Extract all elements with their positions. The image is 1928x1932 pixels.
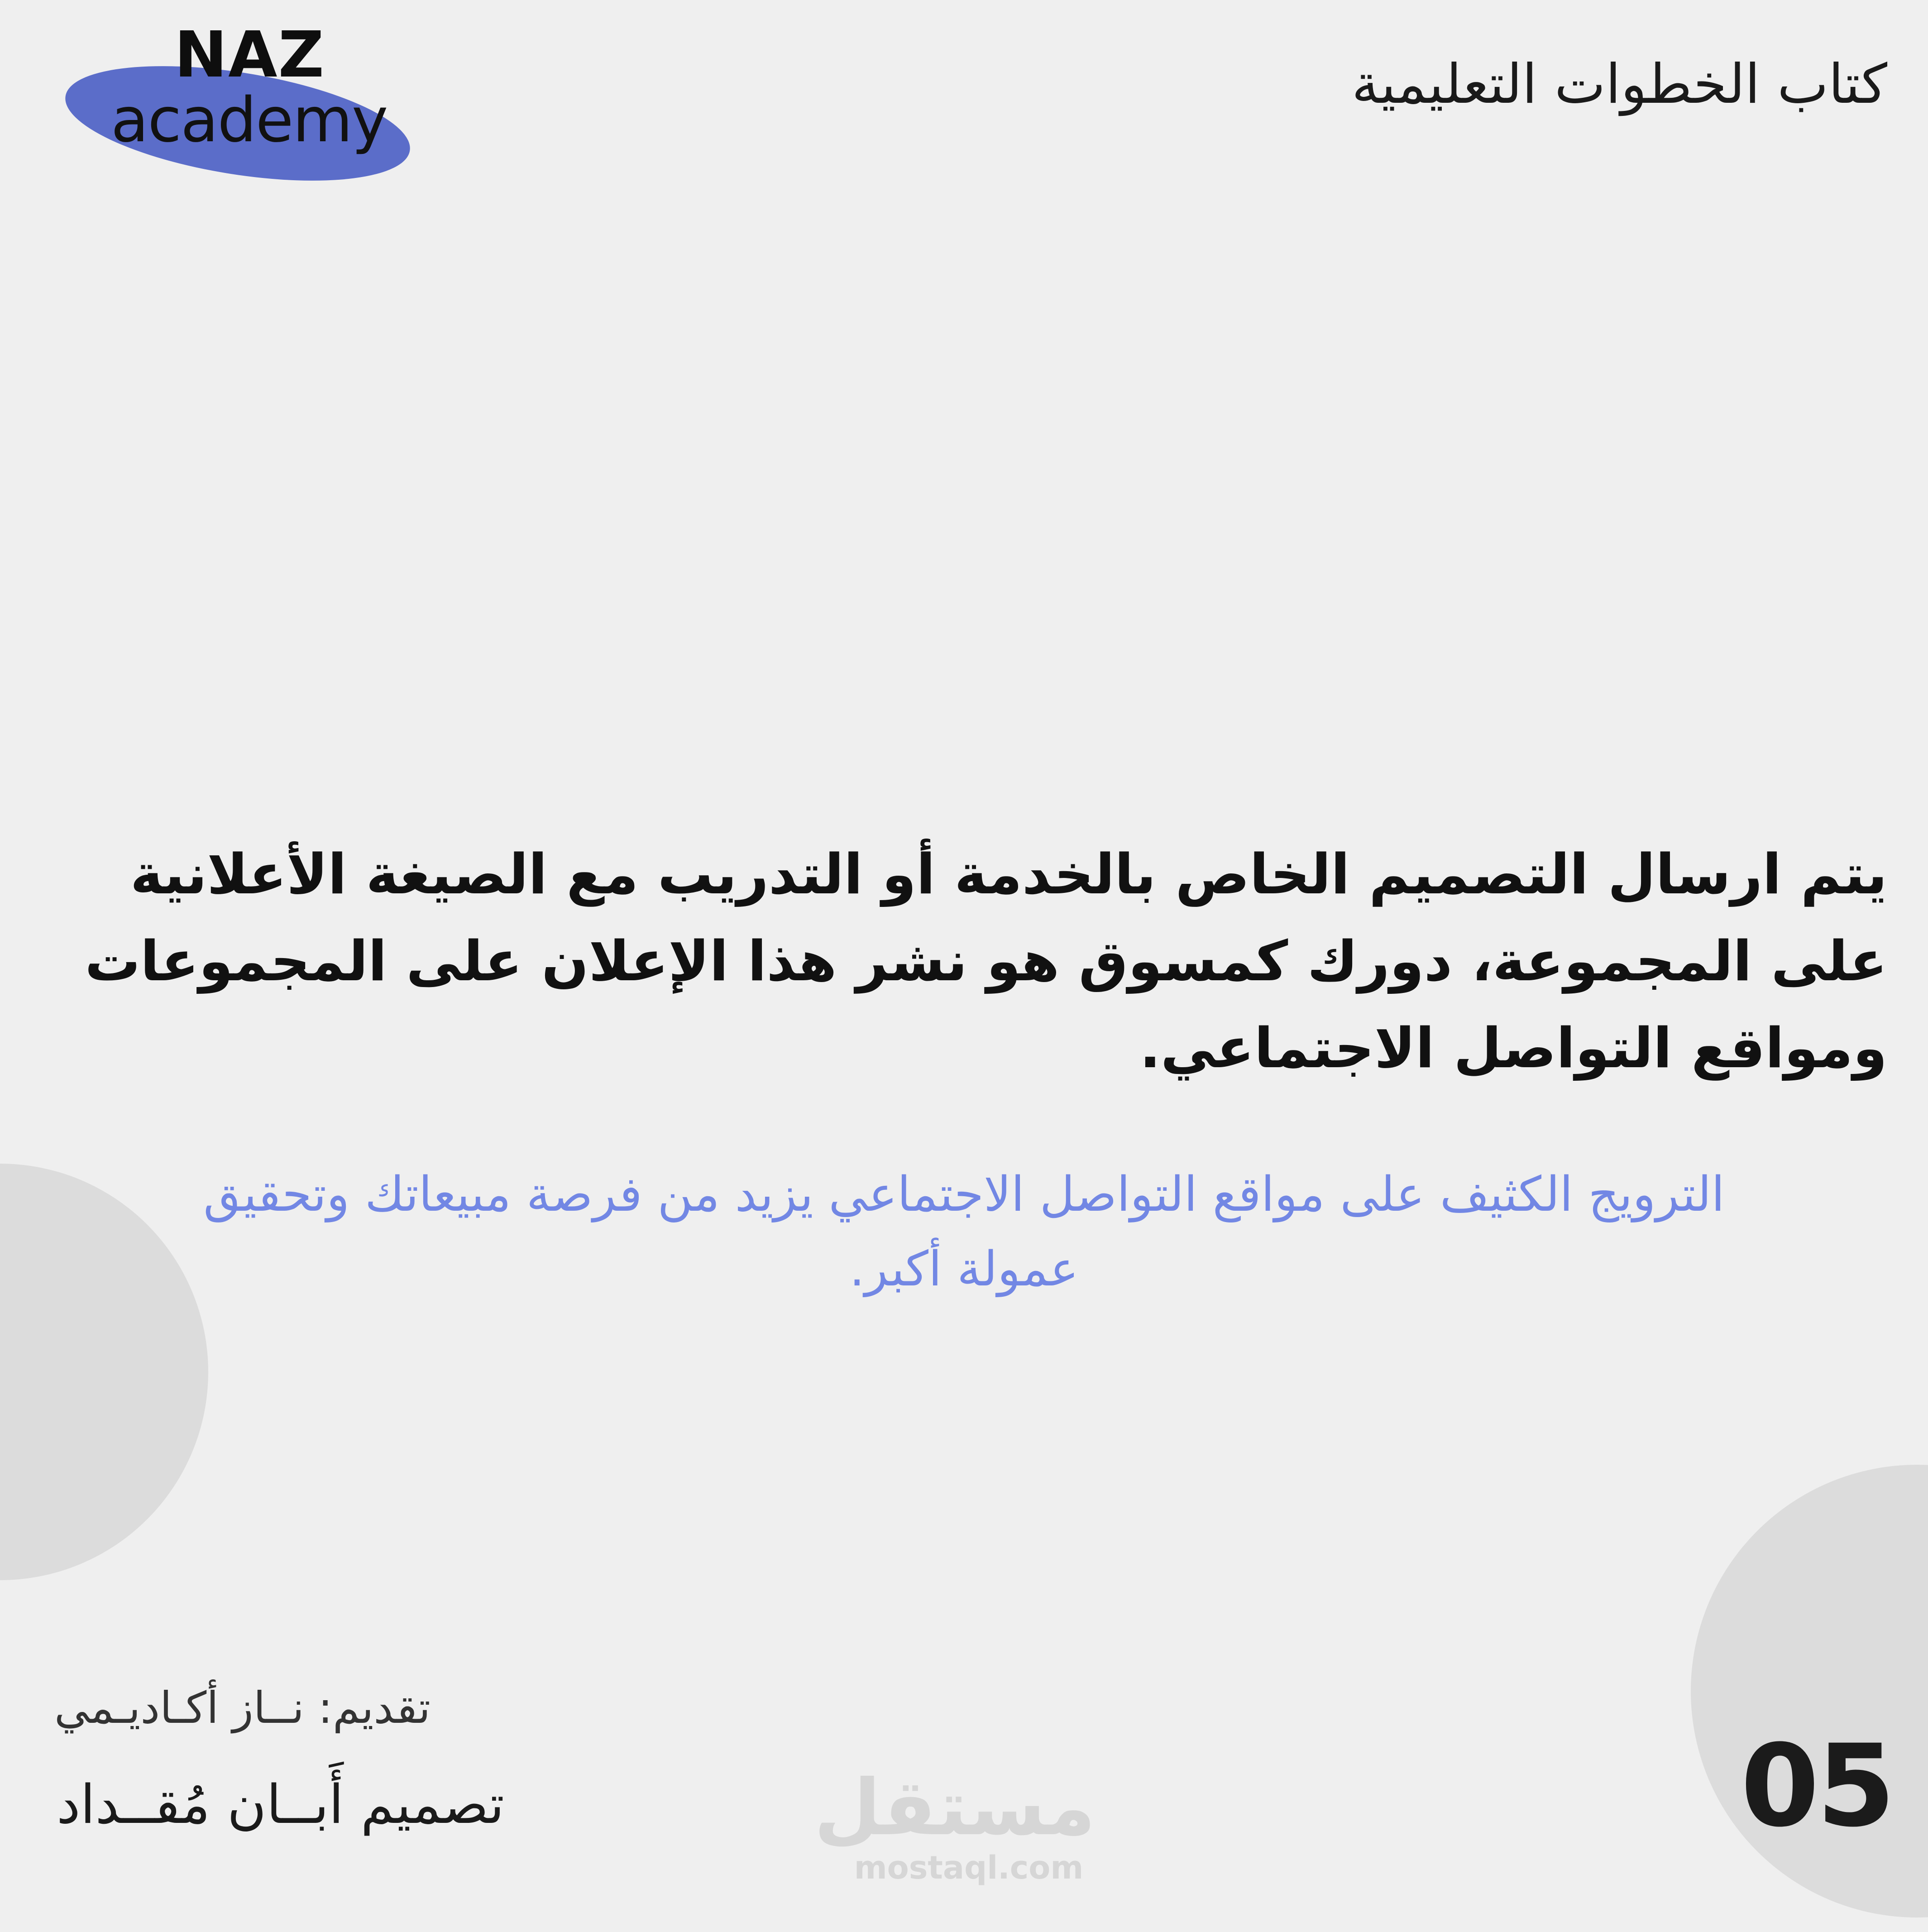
book-title: كتاب الخطوات التعليمية <box>1351 53 1887 116</box>
naz-academy-logo <box>54 18 426 181</box>
logo-sub-text: academy <box>111 85 388 156</box>
watermark-url-text: mostaql.com <box>854 1849 1084 1886</box>
page-number: 05 <box>1741 1720 1893 1852</box>
presenter-credit: تقديم: نــاز أكـاديـمي <box>54 1683 431 1733</box>
main-paragraph: يتم ارسال التصميم الخاص بالخدمة أو التدريب مع الصيغة الأعلانية على المجموعة، دورك كمسوق هو نشر هذا الإعلان على المجموعات ومواقع التواصل الاجتماعي. <box>85 842 1887 1080</box>
mostaql-watermark <box>814 1763 1096 1886</box>
tip-paragraph: الترويج الكثيف على مواقع التواصل الاجتماعي يزيد من فرصة مبيعاتك وتحقيق عمولة أكبر. <box>203 1166 1725 1297</box>
designer-credit: تصميم أَبــان مُقــداد <box>57 1773 505 1836</box>
logo-brand-text: NAZ <box>174 18 325 92</box>
watermark-arabic-text: مستقل <box>814 1763 1096 1853</box>
